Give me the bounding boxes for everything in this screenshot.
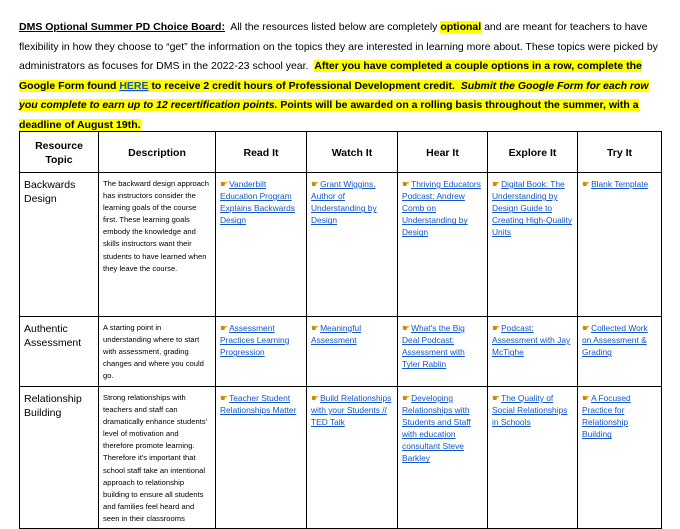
description-cell: Strong relationships with teachers and staff can dramatically enhance students' level of motivation and therefore promote learning. Therefore it's important that school staff take an intentional approach to relationship building to ensure all students and families feel heard and seen in their classrooms <box>99 387 216 529</box>
table-row <box>20 317 662 387</box>
intro-paragraph <box>19 18 659 135</box>
pointing-hand-icon: ☛ <box>402 179 411 189</box>
instructions-bold-1: After you have completed a couple options in a row, complete the Google Form found <box>19 60 642 92</box>
explore-cell <box>488 387 578 529</box>
board-title: DMS Optional Summer PD Choice Board: <box>19 21 225 33</box>
read-link[interactable]: ☛Assessment Practices Learning Progression <box>220 323 290 358</box>
intro-text-1: All the resources listed below are completely <box>230 21 438 33</box>
pointing-hand-icon: ☛ <box>402 323 411 333</box>
pointing-hand-icon: ☛ <box>582 393 591 403</box>
description-cell: The backward design approach has instructors consider the learning goals of the course first. These learning goals embody the knowledge and skills instructors want their students to have learned when they leave the course. <box>99 173 216 317</box>
intro-text-2: and are meant for teachers to have flexibility in how they choose to “get” the information on the topics they are interested in learning more about. These topics were picked by administrators as focuses for DMS in the 2022-23 school year. <box>19 21 658 72</box>
topic-cell: Relationship Building <box>20 387 99 529</box>
description-cell: A starting point in understanding where to start with assessment, grading changes and where you could go. <box>99 317 216 387</box>
hear-cell <box>398 173 488 317</box>
pointing-hand-icon: ☛ <box>220 393 229 403</box>
read-cell <box>216 387 307 529</box>
hear-link[interactable]: ☛Developing Relationships with Students and Staff with education consultant Steve Barkley <box>402 393 471 464</box>
instructions-bold-2: to receive 2 credit hours of Professional Development credit. <box>151 79 455 92</box>
pointing-hand-icon: ☛ <box>582 323 591 333</box>
hear-link[interactable]: ☛Thriving Educators Podcast: Andrew Comb on Understanding by Design <box>402 179 481 238</box>
header-read-it: Read It <box>216 132 307 173</box>
instructions-italic: Submit the Google Form for each row you complete to earn up to 12 recertification points. <box>19 79 649 111</box>
try-link[interactable]: ☛A Focused Practice for Relationship Building <box>582 393 631 440</box>
try-cell <box>578 173 662 317</box>
table-row <box>20 387 662 529</box>
watch-cell <box>307 317 398 387</box>
watch-cell <box>307 387 398 529</box>
try-link[interactable]: ☛Blank Template <box>582 179 649 189</box>
hear-cell <box>398 387 488 529</box>
topic-cell: Authentic Assessment <box>20 317 99 387</box>
read-cell <box>216 173 307 317</box>
google-form-link[interactable]: HERE <box>119 79 149 92</box>
watch-link[interactable]: ☛Build Relationships with your Students // TED Talk <box>311 393 392 428</box>
pointing-hand-icon: ☛ <box>311 393 320 403</box>
try-cell <box>578 317 662 387</box>
pointing-hand-icon: ☛ <box>492 179 501 189</box>
pointing-hand-icon: ☛ <box>220 179 229 189</box>
header-try-it: Try It <box>578 132 662 173</box>
header-explore-it: Explore It <box>488 132 578 173</box>
pointing-hand-icon: ☛ <box>402 393 411 403</box>
pointing-hand-icon: ☛ <box>492 323 501 333</box>
optional-word: optional <box>440 21 482 33</box>
read-link[interactable]: ☛Vanderbilt Education Program Explains Backwards Design <box>220 179 295 226</box>
choice-board-table <box>19 131 662 529</box>
table-row <box>20 173 662 317</box>
topic-cell: Backwards Design <box>20 173 99 317</box>
watch-link[interactable]: ☛Meaningful Assessment <box>311 323 362 346</box>
explore-link[interactable]: ☛Podcast: Assessment with Jay McTighe <box>492 323 571 358</box>
hear-cell <box>398 317 488 387</box>
hear-link[interactable]: ☛What's the Big Deal Podcast: Assessment with Tyler Rablin <box>402 323 465 370</box>
try-cell <box>578 387 662 529</box>
explore-link[interactable]: ☛Digital Book: The Understanding by Design Guide to Creating High-Quality Units <box>492 179 573 238</box>
try-link[interactable]: ☛Collected Work on Assessment & Grading <box>582 323 648 358</box>
header-hear-it: Hear It <box>398 132 488 173</box>
pointing-hand-icon: ☛ <box>492 393 501 403</box>
header-resource-topic: Resource Topic <box>20 132 99 173</box>
explore-cell <box>488 173 578 317</box>
read-cell <box>216 317 307 387</box>
header-row <box>20 132 662 173</box>
header-description: Description <box>99 132 216 173</box>
explore-cell <box>488 317 578 387</box>
pointing-hand-icon: ☛ <box>311 179 320 189</box>
read-link[interactable]: ☛Teacher Student Relationships Matter <box>220 393 297 416</box>
watch-link[interactable]: ☛Grant Wiggins, Author of Understanding by Design <box>311 179 377 226</box>
explore-link[interactable]: ☛The Quality of Social Relationships in Schools <box>492 393 568 428</box>
header-watch-it: Watch It <box>307 132 398 173</box>
watch-cell <box>307 173 398 317</box>
pointing-hand-icon: ☛ <box>220 323 229 333</box>
instructions-bold-3: Points will be awarded on a rolling basis throughout the summer, with a deadline of August 19th. <box>19 99 639 131</box>
pointing-hand-icon: ☛ <box>582 179 591 189</box>
pointing-hand-icon: ☛ <box>311 323 320 333</box>
